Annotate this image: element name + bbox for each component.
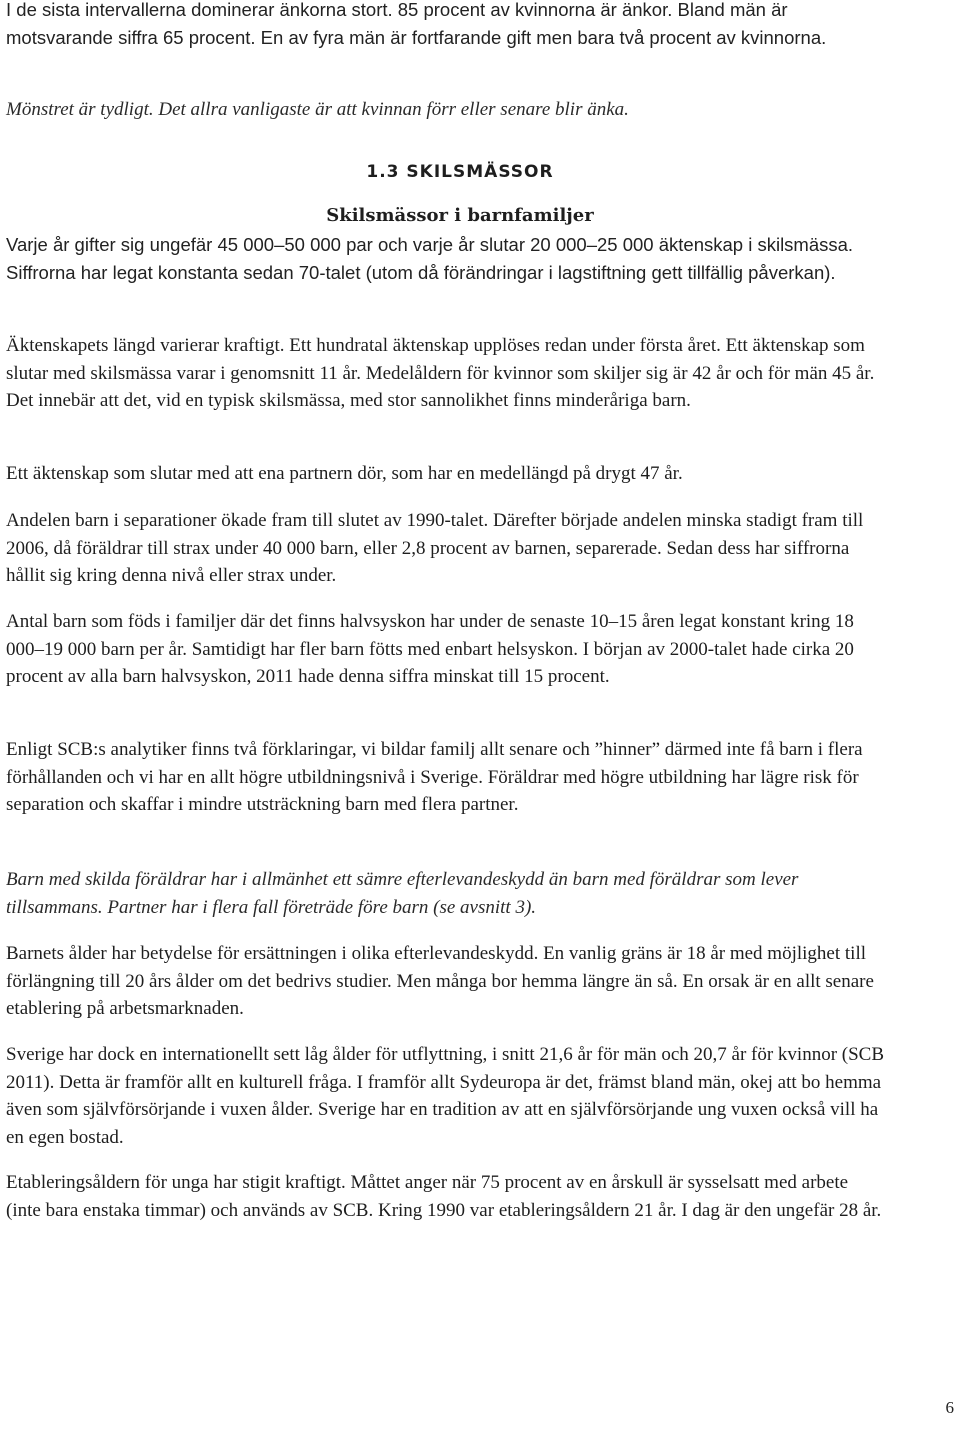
section-subheading: Skilsmässor i barnfamiljer	[326, 205, 594, 226]
paragraph-half-siblings: Antal barn som föds i familjer där det finns halvsyskon har under de senaste 10–15 åren legat konstant kring 18 000–19 000 barn per år. Samtidigt har fler barn fötts med enbart helsyskon. I början av 2000-talet hade cirka 20 procent av alla barn halvsyskon, 2011 hade denna siffra minskat till 15 procent.	[6, 611, 854, 687]
paragraph-moving-out-age: Sverige har dock en internationellt sett låg ålder för utflyttning, i snitt 21,6 år för män och 20,7 år för kvinnor (SCB 2011). Detta är framför allt en kulturell fråga. I framför allt Sydeuropa är det, främst bland män, okej att bo hemma även som självförsörjande i vuxen ålder. Sverige har en tradition av att en självförsörjande ung vuxen också vill ha en egen bostad.	[6, 1044, 885, 1148]
intro-conclusion: Mönstret är tydligt. Det allra vanligaste är att kvinnan förr eller senare blir änka.	[6, 99, 629, 120]
paragraph-child-age: Barnets ålder har betydelse för ersättningen i olika efterlevandeskydd. En vanlig gräns är 18 år med möjlighet till förlängning till 20 års ålder om det bedrivs studier. Men många bor hemma längre än så. En orsak är en allt senare etablering på arbetsmarknaden.	[6, 943, 874, 1019]
paragraph-establishment-age: Etableringsåldern för unga har stigit kraftigt. Måttet anger när 75 procent av en årskull är sysselsatt med arbete (inte bara enstaka timmar) och används av SCB. Kring 1990 var etableringsåldern 21 år. I dag är den ungefär 28 år.	[6, 1172, 882, 1221]
section-heading: 1.3 SKILSMÄSSOR	[366, 162, 554, 182]
page-number: 6	[945, 1398, 954, 1417]
paragraph-marriage-length: Äktenskapets längd varierar kraftigt. Ett hundratal äktenskap upplöses redan under första året. Ett äktenskap som slutar med skilsmässa varar i genomsnitt 11 år. Medelåldern för kvinnor som skiljer sig är 42 år och för män 45 år. Det innebär att det, vid en typisk skilsmässa, med stor sannolikhet finns minderåriga barn.	[6, 335, 875, 411]
intro-paragraph: I de sista intervallerna dominerar änkorna stort. 85 procent av kvinnorna är änkor. Bland män är motsvarande siffra 65 procent. En av fyra män är fortfarande gift men bara två procent av kvinnorna.	[6, 0, 827, 48]
paragraph-survivor-protection-note: Barn med skilda föräldrar har i allmänhet ett sämre efterlevandeskydd än barn med föräldrar som lever tillsammans. Partner har i flera fall företräde före barn (se avsnitt 3).	[6, 869, 799, 918]
paragraph-scb-explanations: Enligt SCB:s analytiker finns två förklaringar, vi bildar familj allt senare och ”hinner” därmed inte få barn i flera förhållanden och vi har en allt högre utbildningsnivå i Sverige. Föräldrar med högre utbildning har lägre risk för separation och skaffar i mindre utsträckning barn med flera partner.	[6, 739, 863, 815]
paragraph-children-separations: Andelen barn i separationer ökade fram till slutet av 1990-talet. Därefter började andelen minska stadigt fram till 2006, då föräldrar till strax under 40 000 barn, eller 2,8 procent av barnen, separerade. Sedan dess har siffrorna hållit sig kring denna nivå eller strax under.	[6, 510, 864, 586]
paragraph-death-marriage: Ett äktenskap som slutar med att ena partnern dör, som har en medellängd på drygt 47 år.	[6, 463, 683, 484]
paragraph-marriage-stats: Varje år gifter sig ungefär 45 000–50 000 par och varje år slutar 20 000–25 000 äktenskap i skilsmässa. Siffrorna har legat konstanta sedan 70-talet (utom då förändringar i lagstiftning gett tillfällig påverkan).	[6, 234, 854, 283]
